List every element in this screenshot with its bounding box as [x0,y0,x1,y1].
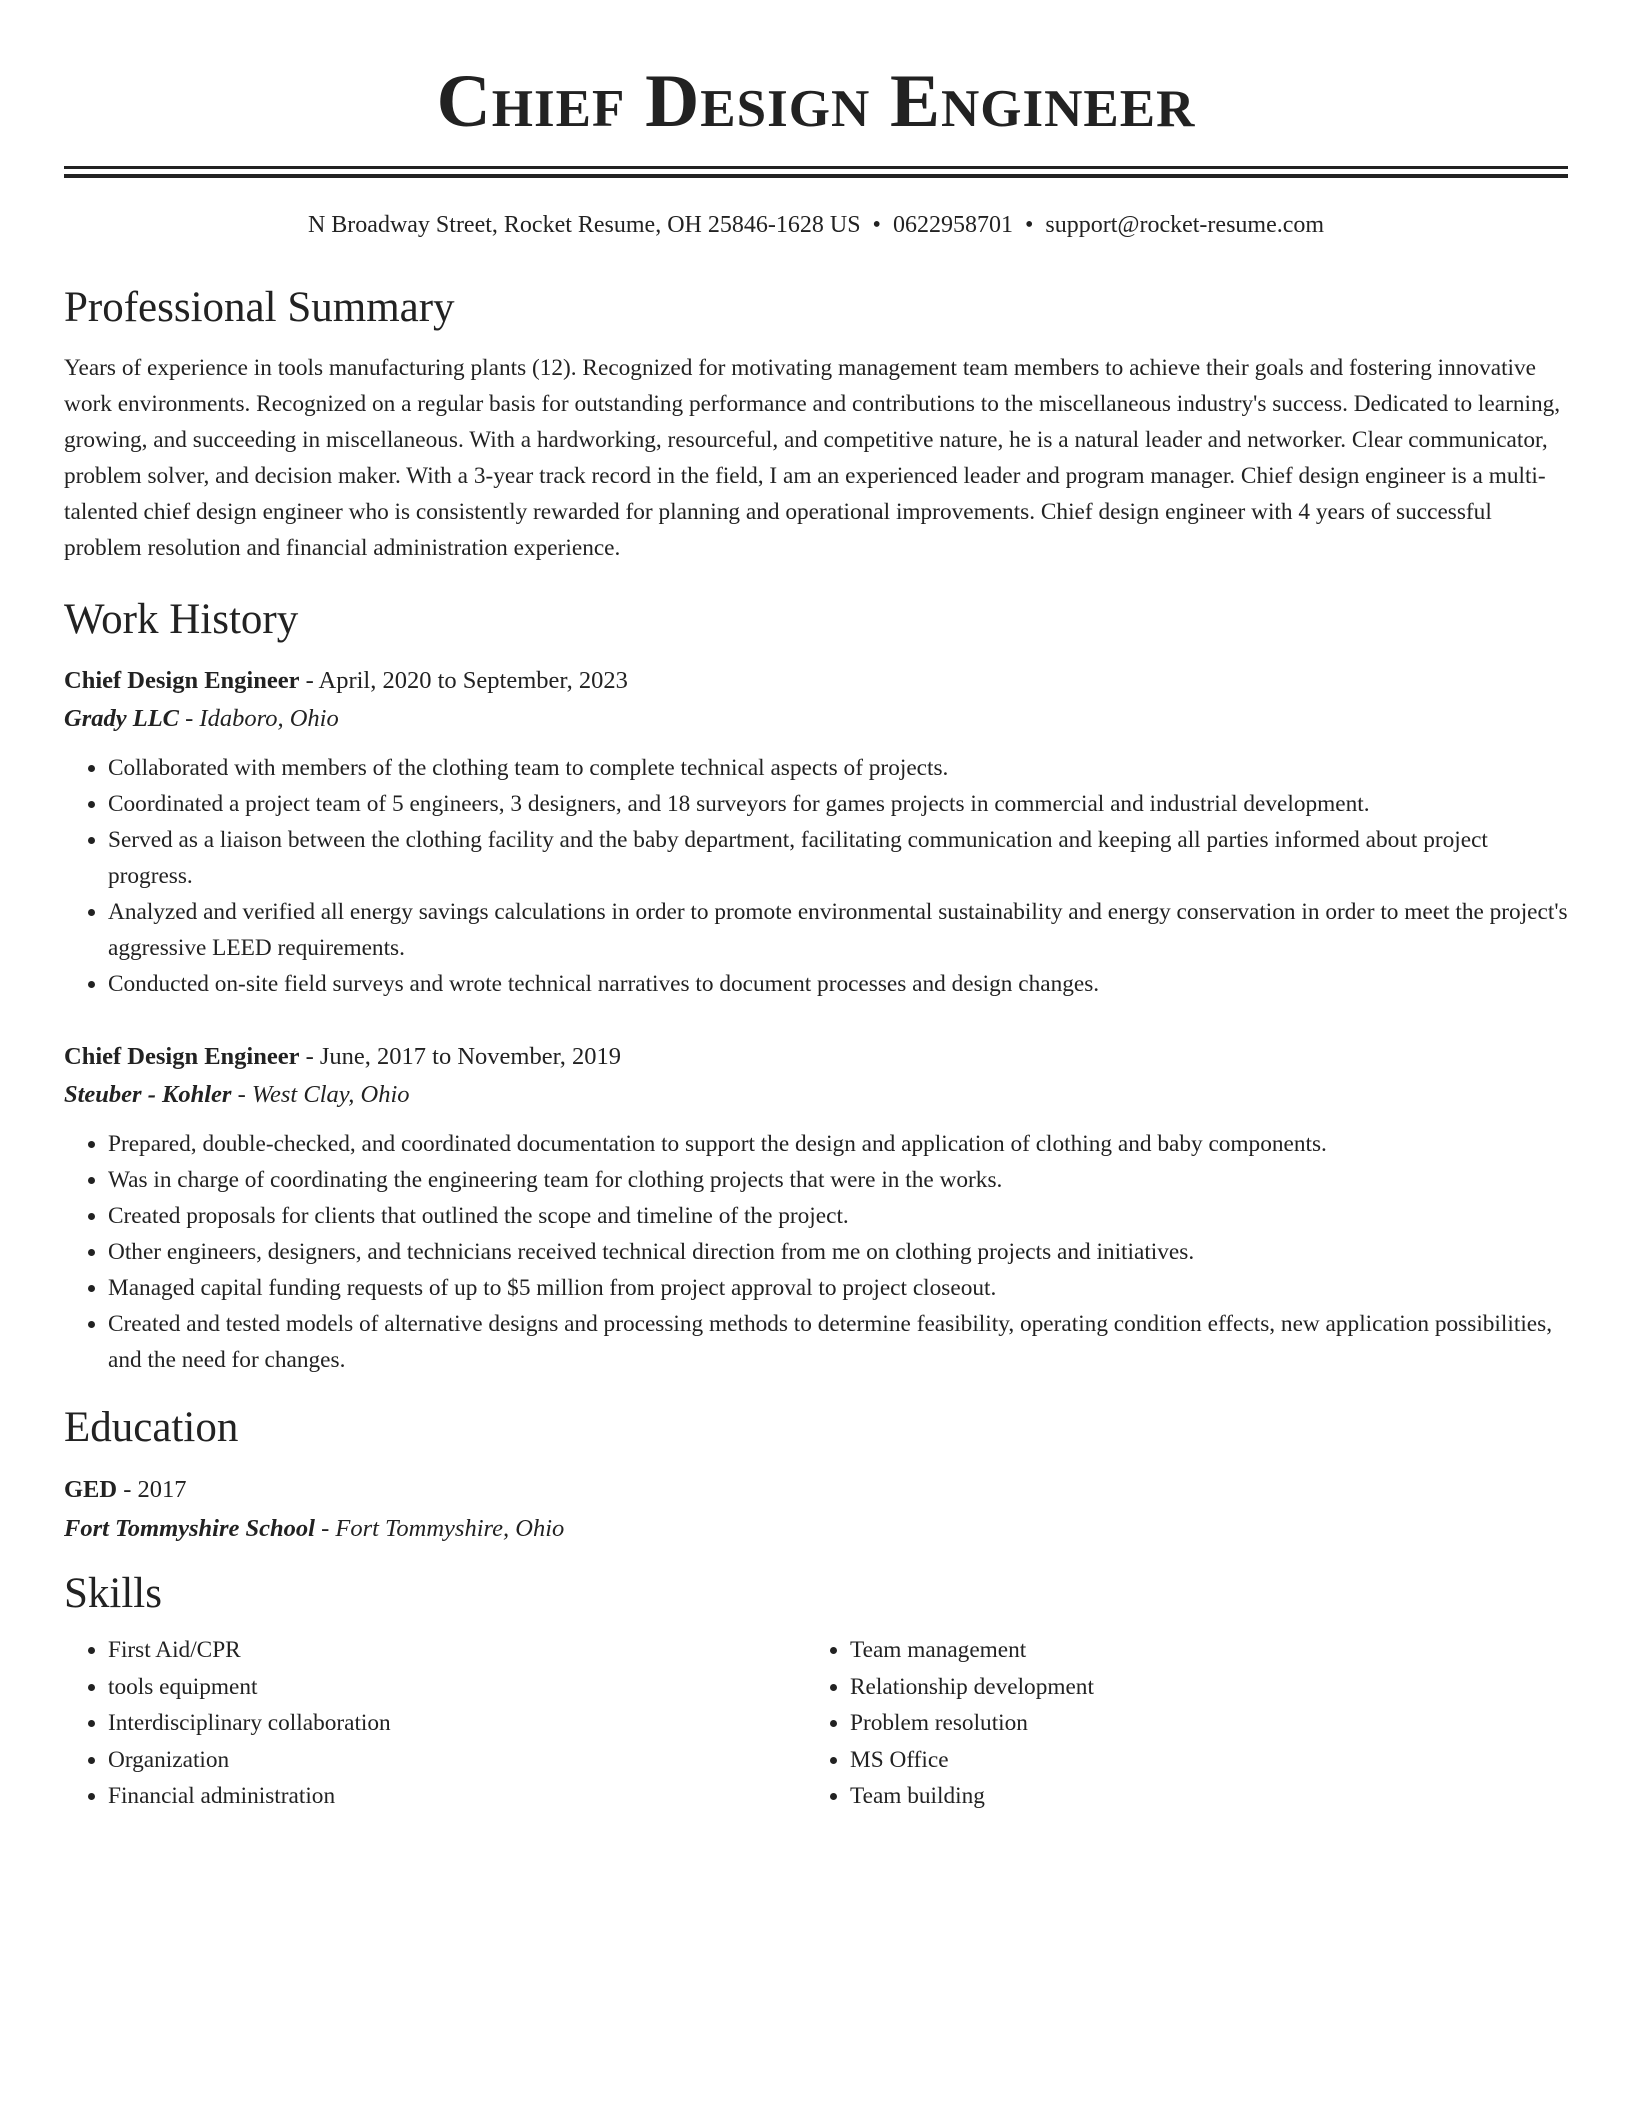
contact-address: N Broadway Street, Rocket Resume, OH 25846-1628 US [307,212,861,238]
education-entry [64,1470,1568,1548]
skill-item: • Organization [108,1742,806,1779]
education-heading: Education [64,1404,239,1451]
job-company-line [64,700,1568,738]
work-history-heading: Work History [64,596,299,643]
job-duty-item: • Other engineers, designers, and technicians received technical direction from me on clothing projects and initiatives. [108,1234,1568,1270]
skill-item: • Interdisciplinary collaboration [108,1705,806,1742]
job-company-line [64,1076,1568,1114]
job-title: Chief Design Engineer [64,1043,300,1070]
job-dates: - June, 2017 to November, 2019 [299,1043,622,1070]
job-company: Grady LLC [64,705,179,732]
skill-item: • Team building [850,1778,1548,1815]
school-line [64,1510,1568,1548]
contact-line [64,210,1568,240]
skills-list-left [64,1632,806,1815]
job-entry [64,1038,1568,1378]
job-entry [64,662,1568,1002]
job-duty-item: • Managed capital funding requests of up to $5 million from project approval to project closeout. [108,1270,1568,1306]
title-divider-top [64,166,1568,169]
job-company: Steuber - Kohler [64,1081,232,1108]
job-dates: - April, 2020 to September, 2023 [299,667,628,694]
job-duty-item: • Prepared, double-checked, and coordinated documentation to support the design and application of clothing and baby components. [108,1126,1568,1162]
skills-list-right [806,1632,1548,1815]
skills-heading: Skills [64,1570,162,1617]
degree-year: - 2017 [117,1476,187,1503]
skill-item: • tools equipment [108,1669,806,1706]
job-duty-item: • Collaborated with members of the clothing team to complete technical aspects of projects. [108,750,1568,786]
skills-columns [64,1632,1568,1815]
skill-item: • Team management [850,1632,1548,1669]
job-title: Chief Design Engineer [64,667,300,694]
contact-separator: • [1024,212,1034,238]
summary-heading: Professional Summary [64,284,455,331]
job-location: - Idaboro, Ohio [179,705,339,732]
job-title-line [64,1038,1568,1076]
job-duty-item: • Conducted on-site field surveys and wrote technical narratives to document processes and design changes. [108,966,1568,1002]
contact-phone: 0622958701 [892,212,1013,238]
skill-item: • First Aid/CPR [108,1632,806,1669]
summary-text: Years of experience in tools manufacturing plants (12). Recognized for motivating management team members to achieve their goals and fostering innovative work environments. Recognized on a regular basis for outstanding performance and contributions to the miscellaneous industry's success. Dedicated to learning, growing, and succeeding in miscellaneous. With a hardworking, resourceful, and competitive nature, he is a natural leader and networker. Clear communicator, problem solver, and decision maker. With a 3-year track record in the field, I am an experienced leader and program manager. Chief design engineer is a multi-talented chief design engineer who is consistently rewarded for planning and operational improvements. Chief design engineer with 4 years of successful problem resolution and financial administration experience. [64,355,1561,561]
job-duty-item: • Created proposals for clients that outlined the scope and timeline of the project. [108,1198,1568,1234]
job-duty-item: • Analyzed and verified all energy savings calculations in order to promote environmental sustainability and energy conservation in order to meet the project's aggressive LEED requirements. [108,894,1568,966]
title-divider-bottom [64,174,1568,178]
contact-email: support@rocket-resume.com [1045,212,1325,238]
job-location: - West Clay, Ohio [231,1081,410,1108]
resume-title: Chief Design Engineer [436,60,1196,143]
skill-item: • Financial administration [108,1778,806,1815]
school-location: - Fort Tommyshire, Ohio [314,1515,565,1542]
skill-item: • Problem resolution [850,1705,1548,1742]
job-duty-item: • Coordinated a project team of 5 engineers, 3 designers, and 18 surveyors for games projects in commercial and industrial development. [108,786,1568,822]
job-duty-item: • Served as a liaison between the clothing facility and the baby department, facilitating communication and keeping all parties informed about project progress. [108,822,1568,894]
job-duty-item: • Was in charge of coordinating the engineering team for clothing projects that were in the works. [108,1162,1568,1198]
degree-name: GED [64,1476,118,1503]
job-title-line [64,662,1568,700]
skill-item: • Relationship development [850,1669,1548,1706]
degree-line [64,1470,1568,1510]
job-duty-item: • Created and tested models of alternative designs and processing methods to determine feasibility, operating condition effects, new application possibilities, and the need for changes. [108,1306,1568,1378]
skill-item: • MS Office [850,1742,1548,1779]
contact-separator: • [872,212,881,238]
job-duties-list [64,1126,1568,1378]
school-name: Fort Tommyshire School [64,1515,315,1542]
job-duties-list [64,750,1568,1002]
